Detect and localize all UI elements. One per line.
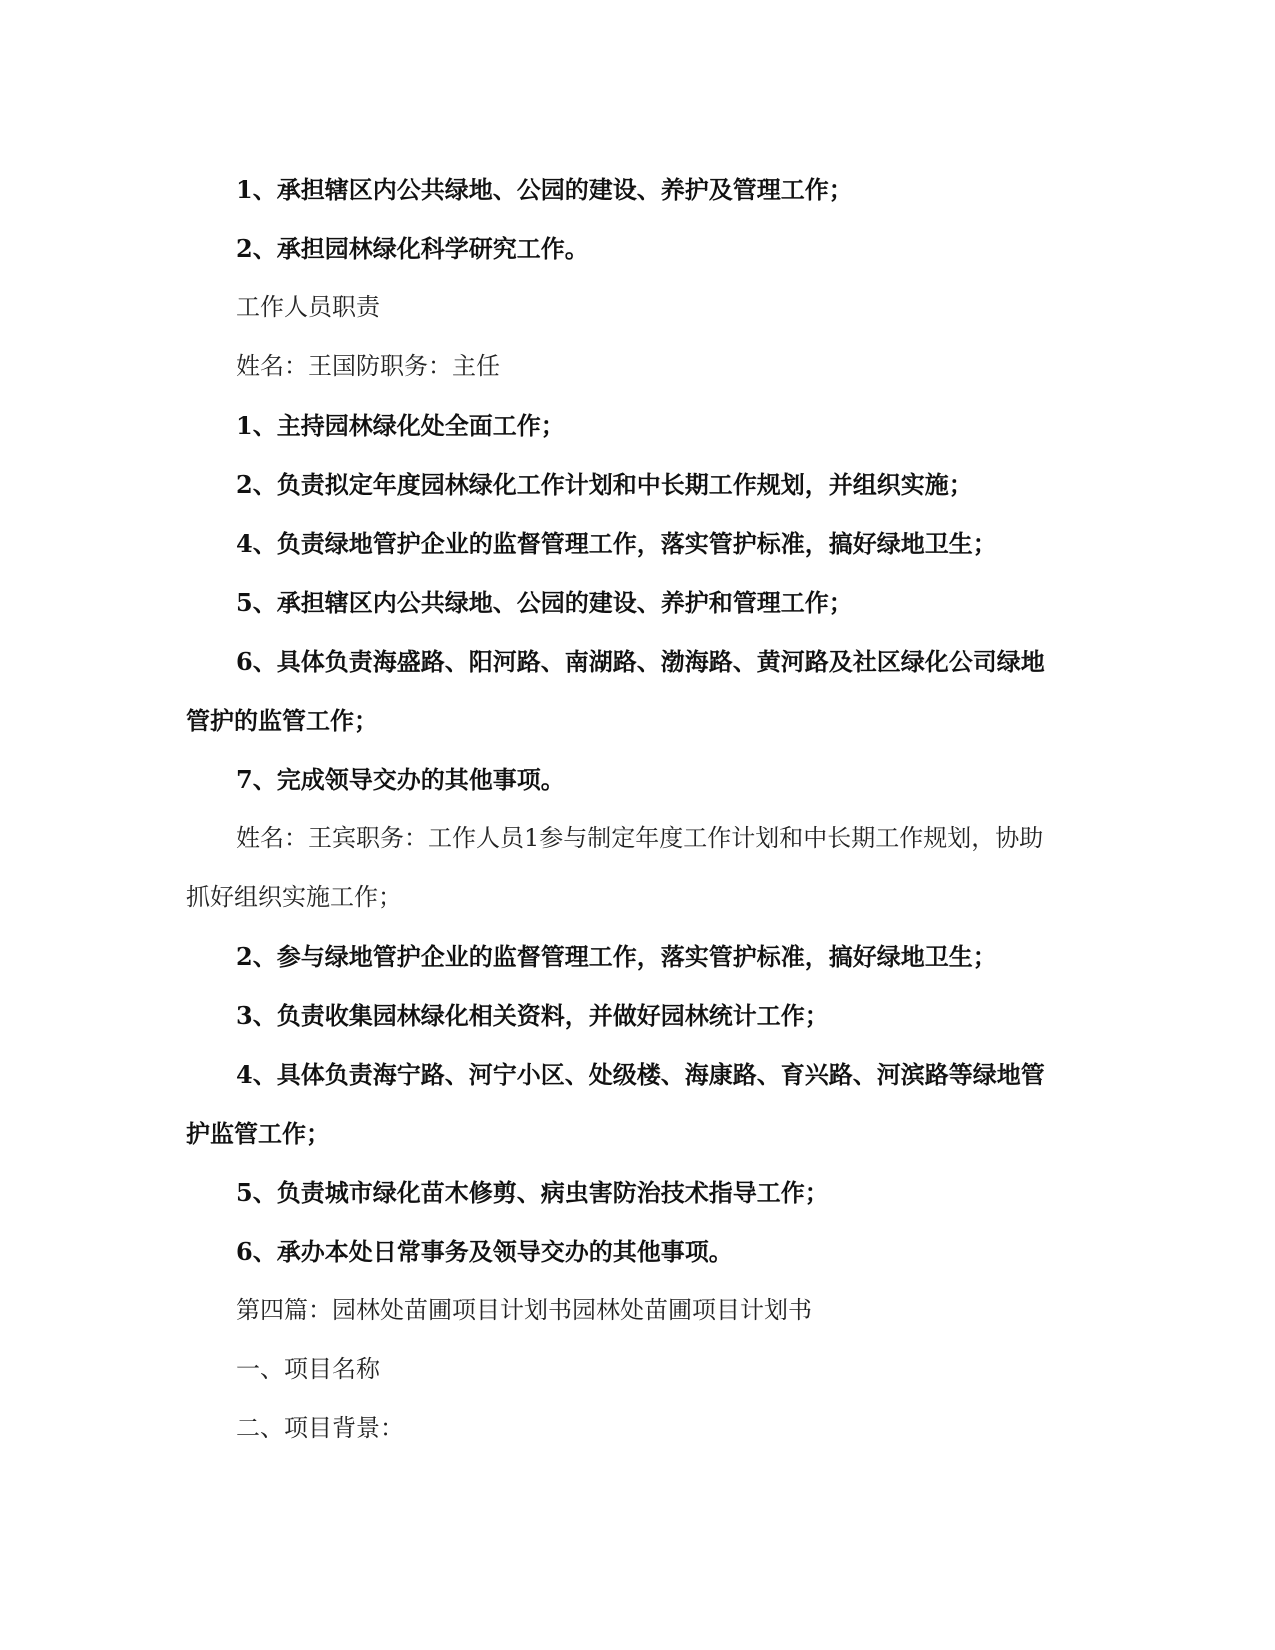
duty-line-9: 2、参与绿地管护企业的监督管理工作，落实管护标准，搞好绿地卫生； bbox=[236, 942, 997, 971]
duty-line-11-continued: 护监管工作； bbox=[186, 1119, 330, 1148]
duty-line-5: 4、负责绿地管护企业的监督管理工作，落实管护标准，搞好绿地卫生； bbox=[236, 529, 997, 558]
duty-line-6: 5、承担辖区内公共绿地、公园的建设、养护和管理工作； bbox=[236, 588, 853, 617]
duty-line-10: 3、负责收集园林绿化相关资料，并做好园林统计工作； bbox=[236, 1001, 829, 1030]
duty-line-4: 2、负责拟定年度园林绿化工作计划和中长期工作规划，并组织实施； bbox=[236, 470, 973, 499]
duty-line-7: 6、具体负责海盛路、阳河路、南湖路、渤海路、黄河路及社区绿化公司绿地 bbox=[236, 647, 1045, 676]
duty-line-1: 1、承担辖区内公共绿地、公园的建设、养护及管理工作； bbox=[236, 175, 853, 204]
staff-name-line-2-continued: 抓好组织实施工作； bbox=[186, 883, 402, 911]
duty-line-13: 6、承办本处日常事务及领导交办的其他事项。 bbox=[236, 1237, 733, 1266]
duty-line-11: 4、具体负责海宁路、河宁小区、处级楼、海康路、育兴路、河滨路等绿地管 bbox=[236, 1060, 1045, 1089]
duty-line-7-continued: 管护的监管工作； bbox=[186, 706, 378, 735]
staff-name-line-1: 姓名：王国防职务：主任 bbox=[236, 352, 500, 380]
duty-line-12: 5、负责城市绿化苗木修剪、病虫害防治技术指导工作； bbox=[236, 1178, 829, 1207]
duty-line-8: 7、完成领导交办的其他事项。 bbox=[236, 765, 565, 794]
section-project-background: 二、项目背景： bbox=[236, 1414, 404, 1442]
staff-name-line-2: 姓名：王宾职务：工作人员1参与制定年度工作计划和中长期工作规划，协助 bbox=[236, 824, 1044, 852]
document-page bbox=[186, 160, 1076, 1458]
duty-line-3: 1、主持园林绿化处全面工作； bbox=[236, 411, 565, 440]
duty-line-2: 2、承担园林绿化科学研究工作。 bbox=[236, 234, 589, 263]
chapter-heading: 第四篇：园林处苗圃项目计划书园林处苗圃项目计划书 bbox=[236, 1296, 812, 1324]
section-heading-staff-duties: 工作人员职责 bbox=[236, 293, 380, 321]
section-project-name: 一、项目名称 bbox=[236, 1355, 380, 1383]
